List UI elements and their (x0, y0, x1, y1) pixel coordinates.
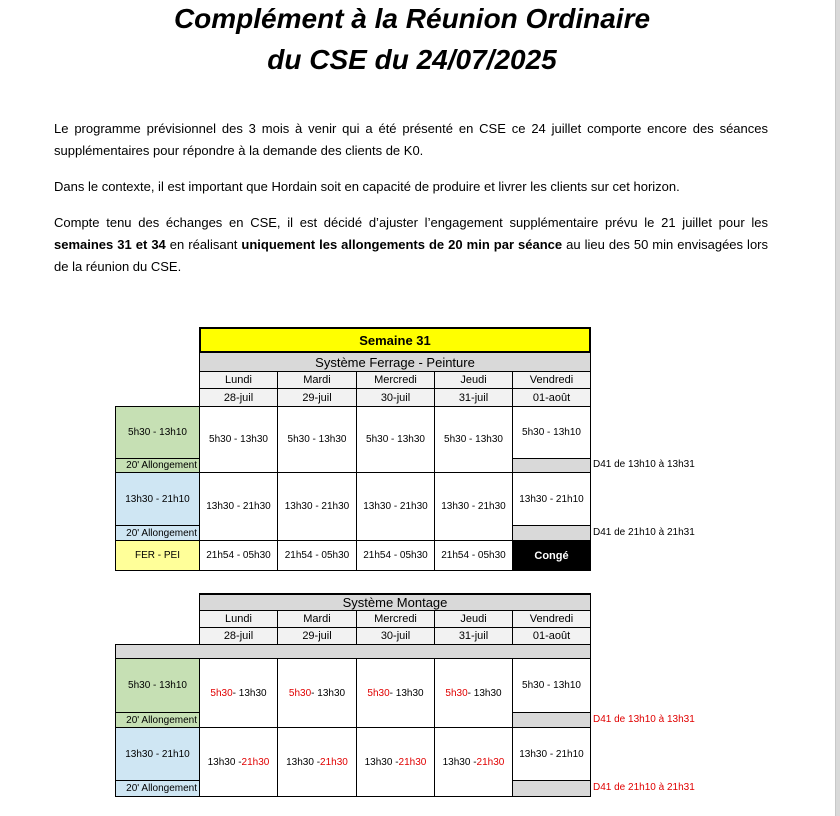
document-title-line2: du CSE du 24/07/2025 (267, 44, 557, 75)
conge-cell: Congé (512, 540, 591, 571)
empty-gray-row (115, 644, 591, 659)
shift-cell (434, 658, 513, 728)
modified-start-time: 5h30 (210, 687, 233, 699)
shift-cell (277, 658, 357, 728)
d41-note-morning: D41 de 13h10 à 13h31 (593, 714, 695, 725)
d41-note-afternoon: D41 de 21h10 à 21h31 (593, 782, 695, 793)
date-header: 31-juil (434, 627, 513, 645)
allongement-label: 20' Allongement (115, 525, 200, 541)
date-header: 01-août (512, 627, 591, 645)
shift-cell: 5h30 - 13h10 (512, 406, 591, 459)
shift-label-night: FER - PEI (115, 540, 200, 571)
modified-end-time: 21h30 (476, 756, 505, 768)
shift-label-morning: 5h30 - 13h10 (115, 406, 200, 459)
paragraph-3-text-c: au lieu des 50 min envisagées lors de la réunion du CSE. (54, 237, 768, 274)
shift-time: - 13h30 (467, 687, 502, 699)
day-header: Mardi (277, 610, 357, 628)
shift-label-afternoon: 13h30 - 21h10 (115, 472, 200, 526)
shift-time: 13h30 - (442, 756, 477, 768)
empty-gray-cell (512, 712, 591, 728)
day-header: Jeudi (434, 371, 513, 389)
shift-cell: 13h30 - 21h10 (512, 472, 591, 526)
week-header: Semaine 31 (199, 327, 591, 353)
allongement-label: 20' Allongement (115, 780, 200, 797)
date-header: 29-juil (277, 627, 357, 645)
empty-gray-cell (512, 525, 591, 541)
shift-cell: 5h30 - 13h30 (199, 406, 278, 473)
d41-note-afternoon: D41 de 21h10 à 21h31 (593, 527, 695, 538)
shift-cell (356, 727, 435, 797)
shift-cell: 13h30 - 21h30 (434, 472, 513, 541)
shift-time: 13h30 - (286, 756, 321, 768)
date-header: 01-août (512, 388, 591, 407)
shift-cell: 5h30 - 13h30 (277, 406, 357, 473)
shift-time: - 13h30 (389, 687, 424, 699)
allongement-label: 20' Allongement (115, 458, 200, 473)
shift-cell (356, 658, 435, 728)
day-header: Lundi (199, 371, 278, 389)
shift-cell: 13h30 - 21h30 (277, 472, 357, 541)
modified-end-time: 21h30 (320, 756, 348, 768)
shift-cell: 13h30 - 21h30 (356, 472, 435, 541)
d41-note-morning: D41 de 13h10 à 13h31 (593, 459, 695, 470)
day-header: Jeudi (434, 610, 513, 628)
system-header: Système Ferrage - Peinture (199, 352, 591, 372)
paragraph-3 (54, 212, 768, 278)
empty-gray-cell (512, 780, 591, 797)
shift-time: - 13h30 (232, 687, 267, 699)
paragraph-3-bold-weeks: semaines 31 et 34 (54, 237, 166, 252)
paragraph-2: Dans le contexte, il est important que Hordain soit en capacité de produire et livrer les clients sur cet horizon. (54, 179, 680, 194)
shift-cell: 5h30 - 13h30 (434, 406, 513, 473)
shift-cell (277, 727, 357, 797)
day-header: Vendredi (512, 371, 591, 389)
shift-label-afternoon: 13h30 - 21h10 (115, 727, 200, 781)
date-header: 31-juil (434, 388, 513, 407)
shift-time: - 13h30 (311, 687, 346, 699)
day-header: Lundi (199, 610, 278, 628)
shift-cell: 21h54 - 05h30 (277, 540, 357, 571)
day-header: Mercredi (356, 371, 435, 389)
modified-start-time: 5h30 (445, 687, 468, 699)
shift-cell (199, 658, 278, 728)
modified-start-time: 5h30 (367, 687, 390, 699)
paragraph-3-text-b: en réalisant (165, 237, 242, 252)
shift-cell: 5h30 - 13h30 (356, 406, 435, 473)
modified-end-time: 21h30 (398, 756, 427, 768)
modified-end-time: 21h30 (241, 756, 270, 768)
shift-cell: 21h54 - 05h30 (356, 540, 435, 571)
shift-time: 13h30 - (207, 756, 242, 768)
paragraph-1: Le programme prévisionnel des 3 mois à venir qui a été présenté en CSE ce 24 juillet comporte encore des séances supplémentaires pour répondre à la demande des clients de K0. (54, 121, 768, 158)
document-title-line1: Complément à la Réunion Ordinaire (173, 3, 651, 34)
shift-label-morning: 5h30 - 13h10 (115, 658, 200, 713)
paragraph-3-bold-allongements: uniquement les allongements de 20 min par séance (241, 237, 563, 252)
shift-cell: 21h54 - 05h30 (434, 540, 513, 571)
shift-cell (199, 727, 278, 797)
date-header: 29-juil (277, 388, 357, 407)
system-header: Système Montage (199, 593, 591, 611)
shift-cell (434, 727, 513, 797)
shift-cell: 13h30 - 21h30 (199, 472, 278, 541)
paragraph-3-text-a: Compte tenu des échanges en CSE, il est décidé d’ajuster l’engagement supplémentaire prévu le 21 juillet pour les (54, 215, 768, 230)
day-header: Vendredi (512, 610, 591, 628)
date-header: 30-juil (356, 627, 435, 645)
empty-gray-cell (512, 458, 591, 473)
day-header: Mercredi (356, 610, 435, 628)
shift-cell: 13h30 - 21h10 (512, 727, 591, 781)
date-header: 28-juil (199, 627, 278, 645)
shift-time: 13h30 - (364, 756, 399, 768)
date-header: 28-juil (199, 388, 278, 407)
shift-cell: 21h54 - 05h30 (199, 540, 278, 571)
date-header: 30-juil (356, 388, 435, 407)
vertical-scrollbar[interactable] (835, 0, 840, 816)
modified-start-time: 5h30 (288, 687, 312, 699)
shift-cell: 5h30 - 13h10 (512, 658, 591, 713)
allongement-label: 20' Allongement (115, 712, 200, 728)
day-header: Mardi (277, 371, 357, 389)
